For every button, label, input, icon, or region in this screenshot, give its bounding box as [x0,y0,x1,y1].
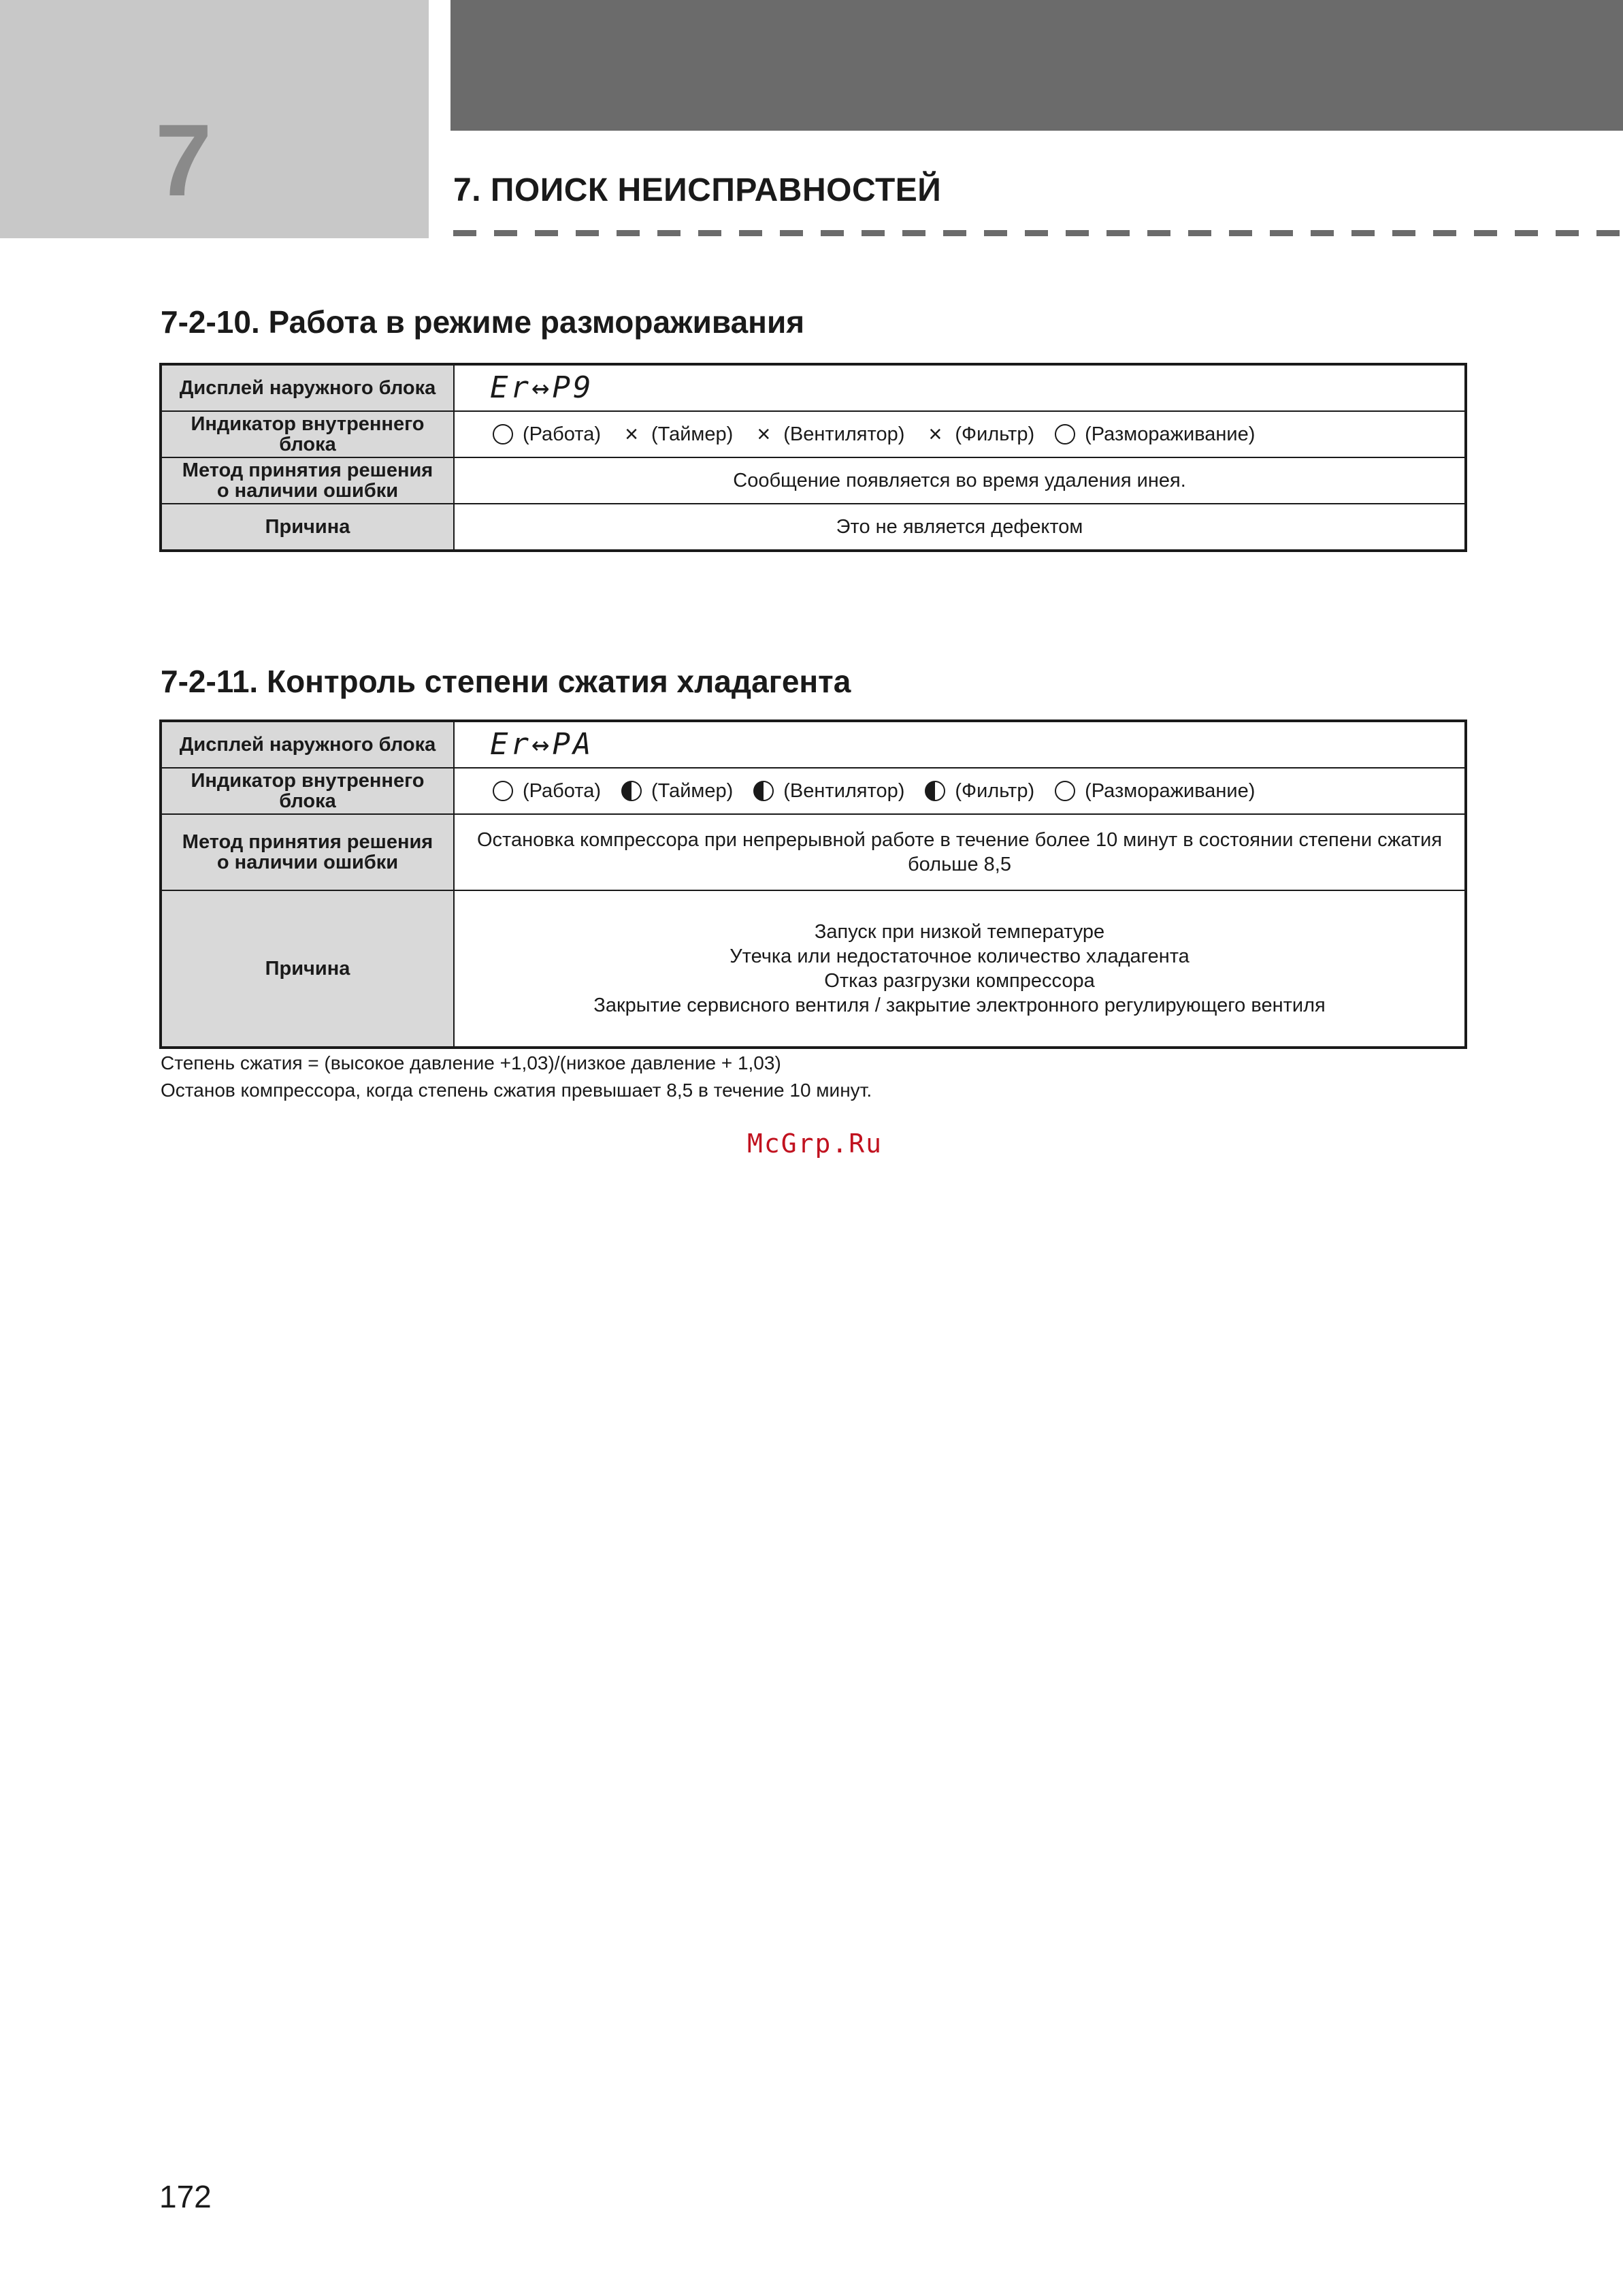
error-table-7-2-11 [159,719,1467,1049]
indicator-cell [455,412,1464,457]
footnote-compressor-stop: Останов компрессора, когда степень сжатия превышает 8,5 в течение 10 минут. [161,1080,872,1101]
method-text: Остановка компрессора при непрерывной работе в течение более 10 минут в состоянии степени сжатия больше 8,5 [476,829,1443,875]
table-row-display [162,722,1464,769]
indicator-item [621,779,733,803]
footnote-compression-ratio: Степень сжатия = (высокое давление +1,03)/(низкое давление + 1,03) [161,1052,781,1073]
indicator-item [925,779,1034,803]
cross-icon: × [625,421,638,447]
indicator-item [493,422,601,447]
chapter-title: 7. ПОИСК НЕИСПРАВНОСТЕЙ [453,172,942,208]
indicator-item [1055,779,1255,803]
display-code: Er↔PA [490,727,594,762]
error-table-7-2-10 [159,363,1467,552]
display-code-cell [455,366,1464,410]
indicator-label: (Работа) [523,780,602,802]
half-circle-icon [925,781,945,801]
indicator-item [753,422,904,447]
watermark: McGrp.Ru [747,1129,883,1159]
table-row-method [162,815,1464,891]
indicator-cell [455,769,1464,813]
chapter-tab [0,0,429,238]
row-label: Дисплей наружного блока [162,722,455,767]
circle-icon [1055,781,1075,801]
indicator-label: (Размораживание) [1085,423,1256,445]
indicator-item [1055,422,1255,447]
cross-icon: × [928,421,942,447]
header-dashed-divider [453,230,1623,236]
page-number: 172 [159,2179,212,2214]
half-circle-icon [621,781,642,801]
indicator-label: (Таймер) [651,423,734,445]
indicator-label: (Размораживание) [1085,780,1256,802]
table-row-indicator [162,769,1464,815]
indicator-label: (Таймер) [651,780,734,802]
table-row-cause [162,891,1464,1046]
circle-icon [493,424,513,444]
indicator-item [621,422,733,447]
row-label: Причина [162,504,455,549]
indicator-label: (Вентилятор) [783,423,905,445]
circle-icon [1055,424,1075,444]
table-row-display [162,366,1464,412]
cause-text: Запуск при низкой температуре Утечка или недостаточное количество хладагента Отказ разгрузки компрессора Закрытие сервисного вентиля / закрытие электронного регулирующего вентиля [593,921,1326,1016]
header-bar [450,0,1623,131]
indicator-label: (Работа) [523,423,602,445]
display-code-cell [455,722,1464,767]
indicator-item [925,422,1034,447]
table-row-method [162,458,1464,504]
indicator-label: (Фильтр) [955,423,1035,445]
half-circle-icon [753,781,774,801]
cross-icon: × [757,421,771,447]
cause-text: Это не является дефектом [836,516,1083,538]
indicator-label: (Фильтр) [955,780,1035,802]
table-row-cause [162,504,1464,549]
section-title-7-2-10: 7-2-10. Работа в режиме размораживания [161,304,805,340]
chapter-number: 7 [155,103,212,217]
display-code: Er↔P9 [490,370,594,405]
row-label: Индикатор внутреннего блока [162,769,455,813]
row-label: Дисплей наружного блока [162,366,455,410]
indicator-item [493,779,601,803]
row-label: Индикатор внутреннего блока [162,412,455,457]
section-title-7-2-11: 7-2-11. Контроль степени сжатия хладагента [161,664,851,699]
circle-icon [493,781,513,801]
row-label: Метод принятия решения о наличии ошибки [162,815,455,890]
indicator-item [753,779,904,803]
row-label: Причина [162,891,455,1046]
method-text: Сообщение появляется во время удаления инея. [733,470,1186,491]
table-row-indicator [162,412,1464,458]
row-label: Метод принятия решения о наличии ошибки [162,458,455,503]
indicator-label: (Вентилятор) [783,780,905,802]
